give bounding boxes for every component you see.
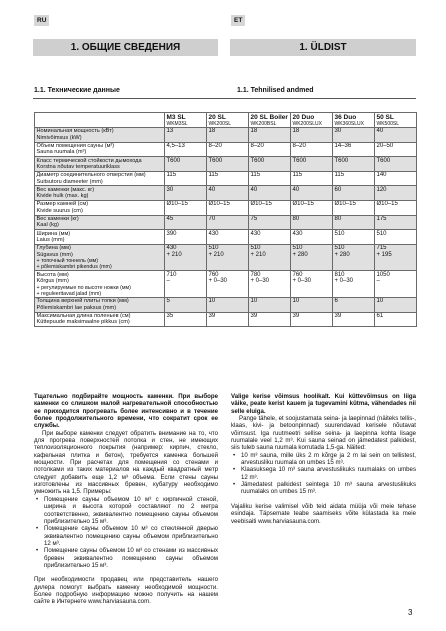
table-cell: 40 (291, 186, 333, 201)
model-code: WK500SL (376, 120, 400, 127)
model-name: 50 SL (376, 113, 394, 121)
model-code: WK200SLUX (292, 120, 322, 127)
row-label-et: Kaal (kg) (36, 222, 59, 229)
table-cell: 430 + 210 (165, 244, 207, 271)
table-cell: 8–20 (207, 142, 249, 157)
model-header (207, 113, 249, 128)
table-cell: 115 (207, 171, 249, 186)
table-row (35, 186, 417, 201)
row-label (35, 312, 165, 327)
table-cell: 30 (333, 128, 375, 143)
table-cell: 10 (291, 297, 333, 312)
row-label (35, 200, 165, 215)
table-cell: 8–20 (291, 142, 333, 157)
row-label-ru: Вес каменки (макс. кг) (36, 186, 95, 193)
table-cell: 70 (207, 215, 249, 230)
model-header (333, 113, 375, 128)
row-label-ru: Максимальная длина поленьев (см) (36, 312, 131, 319)
table-cell: 760 + 0–30 (291, 271, 333, 298)
list-item: • Помещение сауны объемом 10 м³ с кирпичной стеной, ширина и высота которой составляют по 2 метра соответственно, эквивалентно помещению сауны объемом приблизительно 15 м³. (34, 496, 218, 525)
table-row (35, 128, 417, 143)
table-cell: 39 (291, 312, 333, 327)
text-column-ru (34, 393, 218, 613)
model-name: 36 Duo (334, 113, 357, 121)
power-warning-ru: Тщательно подбирайте мощность каменки. При выборе каменки со слишком малой нагревательной способностью ее приходится прогревать более интенсивно и в течение более продолжительного времени, что сократит срок ее службы. (34, 393, 218, 430)
row-label-et: Põlemiskambri lae paksus (mm) (36, 304, 117, 311)
row-label-ru: Диаметр соединительного отверстия (мм) (36, 172, 146, 179)
row-label-ru: Глубина (мм) (36, 245, 71, 252)
table-cell: 40 (249, 186, 291, 201)
table-cell: Ø10–15 (207, 200, 249, 215)
body-paragraph-ru: При выборе каменки следует обратить внимание на то, что для прогрева поверхностей потолка и стен, не имеющих теплоизоляционного покрытия (например: кирпич, стекло, кафельная плитка и бетон), требуется каменка большей мощности. При расчетах для помещения со стенами и потолками из таких материалов на каждый квадратный метр следует добавить еще 1,2 м³ объема. Если стены сауны изготовлены из массивных бревен, кубатуру необходимо умножить на 1,5. Примеры: (34, 429, 218, 496)
table-cell: Ø10–15 (291, 200, 333, 215)
subheading-divider (33, 98, 416, 99)
technical-data-table (34, 112, 417, 327)
row-label-et: Laius (mm) (36, 236, 65, 243)
table-cell: 115 (291, 171, 333, 186)
table-row (35, 312, 417, 327)
table-cell: 60 (333, 186, 375, 201)
model-header (165, 113, 207, 128)
model-code: WKM3SL (166, 120, 188, 127)
subheading-et: 1.1. Tehnilised andmed (237, 87, 314, 94)
table-row (35, 244, 417, 271)
table-cell: 18 (291, 128, 333, 143)
table-cell: 115 (249, 171, 291, 186)
table-cell: T600 (249, 157, 291, 172)
page-number: 3 (408, 608, 413, 617)
table-cell: 5 (165, 297, 207, 312)
table-cell: 780 + 0–30 (249, 271, 291, 298)
table-cell: 430 (207, 230, 249, 245)
table-cell: 810 + 0–30 (333, 271, 375, 298)
model-code: WK200SL (208, 120, 232, 127)
row-label-ru: Высота (мм) (36, 271, 69, 278)
table-cell: 710 – (165, 271, 207, 298)
table-cell: 80 (333, 215, 375, 230)
table-row (35, 271, 417, 298)
subheading-ru: 1.1. Технические данные (34, 87, 120, 94)
table-cell: 39 (333, 312, 375, 327)
table-cell: 61 (375, 312, 417, 327)
row-label-et: Sügavus (mm) (36, 251, 73, 258)
table-cell: 430 (291, 230, 333, 245)
row-label (35, 142, 165, 157)
row-label-et: Kivide hulk (max. kg) (36, 193, 89, 200)
row-label (35, 215, 165, 230)
row-label-et: Kivide suurus (cm) (36, 207, 83, 214)
row-label-ru: Класс термической стойкости дымохода (36, 157, 142, 164)
table-cell: 120 (375, 186, 417, 201)
table-cell: 40 (375, 128, 417, 143)
table-cell: 13 (165, 128, 207, 143)
row-label-ru: Толщина верхней плиты топки (мм) (36, 298, 129, 305)
list-item: • Помещение сауны объемом 10 м³ со стенами из массивных бревен эквивалентно помещению сауны объемом приблизительно 15 м³. (34, 547, 218, 569)
table-cell: 8–20 (249, 142, 291, 157)
row-label (35, 244, 165, 271)
row-label (35, 230, 165, 245)
table-cell: 35 (165, 312, 207, 327)
table-header-blank (35, 113, 165, 128)
table-cell: T600 (375, 157, 417, 172)
row-label (35, 297, 165, 312)
row-label-et: Küttepuude maksimaalne pikkus (cm) (36, 319, 130, 326)
model-name: 20 Duo (292, 113, 315, 121)
table-cell: Ø10–15 (249, 200, 291, 215)
table-cell: 80 (291, 215, 333, 230)
row-label (35, 186, 165, 201)
power-warning-et: Valige kerise võimsus hoolikalt. Kui küttevõimsus on liiga väike, peate kerist kauem ja tugevamini kütma, vähendades nii selle eluiga. (231, 393, 416, 415)
table-row (35, 215, 417, 230)
model-code: WK360SLUX (334, 120, 364, 127)
row-label-ru: Номинальная мощность (кВт) (36, 128, 114, 135)
row-label-ru: Размер камней (см) (36, 201, 89, 208)
row-label (35, 171, 165, 186)
model-code: WK200BSL (250, 120, 277, 127)
table-cell: Ø10–15 (165, 200, 207, 215)
table-cell: 40 (207, 186, 249, 201)
row-label (35, 128, 165, 143)
text-column-et (231, 393, 416, 532)
table-cell: 510 + 280 (291, 244, 333, 271)
table-cell: 510 (333, 230, 375, 245)
table-cell: 6 (333, 297, 375, 312)
table-cell: 18 (249, 128, 291, 143)
list-item: • Klaasuksega 10 m³ sauna arvestuslikuks ruumalaks on umbes 12 m³. (231, 466, 416, 481)
row-label-et: Kõrgus (mm) (36, 278, 69, 285)
language-tag-ru: RU (34, 15, 49, 26)
row-label-et: Nimivõimsus (kW) (36, 134, 82, 141)
model-name: 20 SL (208, 113, 226, 121)
table-cell: 18 (207, 128, 249, 143)
table-cell: 4,5–13 (165, 142, 207, 157)
table-header-row (35, 113, 417, 128)
table-cell: 1050 – (375, 271, 417, 298)
table-cell: 140 (375, 171, 417, 186)
model-header (249, 113, 291, 128)
row-label-et: Korstna nõutav temperatuuriklass (36, 163, 120, 170)
table-cell: 760 + 0–30 (207, 271, 249, 298)
table-row (35, 230, 417, 245)
table-cell: 430 (249, 230, 291, 245)
row-label-et: Sauna ruumala (m³) (36, 149, 87, 156)
language-tag-et: ET (231, 15, 245, 26)
examples-list-ru (34, 496, 218, 569)
examples-list-et (231, 452, 416, 496)
row-label-et: Suitsutoru diameeter (mm) (36, 178, 103, 185)
model-header (291, 113, 333, 128)
table-cell: 175 (375, 215, 417, 230)
table-cell: 10 (249, 297, 291, 312)
table-row (35, 171, 417, 186)
table-cell: 39 (249, 312, 291, 327)
table-cell: 390 (165, 230, 207, 245)
model-name: M3 SL (166, 113, 186, 121)
closing-paragraph-et: Vajaliku kerise valimisel võib teid aidata müüja või meie tehase esindaja. Täpsemate teabe saamiseks võite külastada ka meie veebisaiti www.harviasauna.com. (231, 502, 416, 525)
row-label-extra: + топочный тоннель (мм) (36, 257, 99, 264)
row-label-extra: + регулируемые по высоте ножки (мм) (36, 284, 131, 291)
table-cell: T600 (207, 157, 249, 172)
table-row (35, 142, 417, 157)
body-paragraph-et: Pange tähele, et soojustamata seina- ja laepinnad (näiteks tellis-, klaas, kivi- ja betoonpinnad) suurendavad kerisele nõutavat võimsust. Iga ruutmeetri sellise seina- ja laepinna kohta lisage ruumalale veel 1,2 m³. Kui sauna seinad on jämedatest palkidest, siis tuleb sauna ruumala korrutada 1,5-ga. Näited: (231, 415, 416, 452)
row-label (35, 157, 165, 172)
table-cell: 510 + 210 (249, 244, 291, 271)
row-label-extra: + reguleeritavad jalad (mm) (36, 290, 102, 297)
table-cell: 115 (165, 171, 207, 186)
table-cell: Ø10–15 (375, 200, 417, 215)
table-cell: 20–50 (375, 142, 417, 157)
table-cell: Ø10–15 (333, 200, 375, 215)
list-item: • Jämedatest palkidest seintega 10 m³ sauna arvestuslikuks ruumalaks on umbes 15 m³. (231, 481, 416, 496)
table-row (35, 200, 417, 215)
model-name: 20 SL Boiler (250, 113, 288, 121)
table-cell: T600 (165, 157, 207, 172)
table-cell: 10 (375, 297, 417, 312)
table-cell: 39 (207, 312, 249, 327)
table-cell: T600 (291, 157, 333, 172)
table-row (35, 297, 417, 312)
section-title-ru: 1. ОБЩИЕ СВЕДЕНИЯ (33, 39, 218, 56)
technical-data-body (35, 113, 417, 327)
table-cell: 510 (375, 230, 417, 245)
table-cell: 10 (207, 297, 249, 312)
table-cell: 510 + 280 (333, 244, 375, 271)
closing-paragraph-ru: При необходимости продавец или представитель нашего дилера помогут выбрать каменку необходимой мощности. Более подробную информацию можно получить на нашем сайте в Интернете www.harviasauna.com. (34, 576, 218, 606)
table-cell: 75 (249, 215, 291, 230)
section-title-et: 1. ÜLDIST (230, 39, 416, 56)
table-cell: 510 + 210 (207, 244, 249, 271)
table-cell: 14–36 (333, 142, 375, 157)
table-cell: T600 (333, 157, 375, 172)
row-label-ru: Объем помещения сауны (м³) (36, 142, 115, 149)
row-label-extra: + põlemiskambri pikendus (mm) (36, 263, 112, 270)
row-label-ru: Ширина (мм) (36, 230, 71, 237)
table-cell: 30 (165, 186, 207, 201)
table-row (35, 157, 417, 172)
row-label-ru: Вес каменки (кг) (36, 215, 79, 222)
table-cell: 45 (165, 215, 207, 230)
table-cell: 715 + 195 (375, 244, 417, 271)
list-item: • 10 m³ sauna, mille üks 2 m kõrge ja 2 m lai sein on tellistest, arvestusliku ruumala on umbes 15 m³. (231, 452, 416, 467)
model-header (375, 113, 417, 128)
list-item: • Помещение сауны объемом 10 м³ со стеклянной дверью эквивалентно помещению сауны объемом приблизительно 12 м³. (34, 525, 218, 547)
row-label (35, 271, 165, 298)
table-cell: 115 (333, 171, 375, 186)
